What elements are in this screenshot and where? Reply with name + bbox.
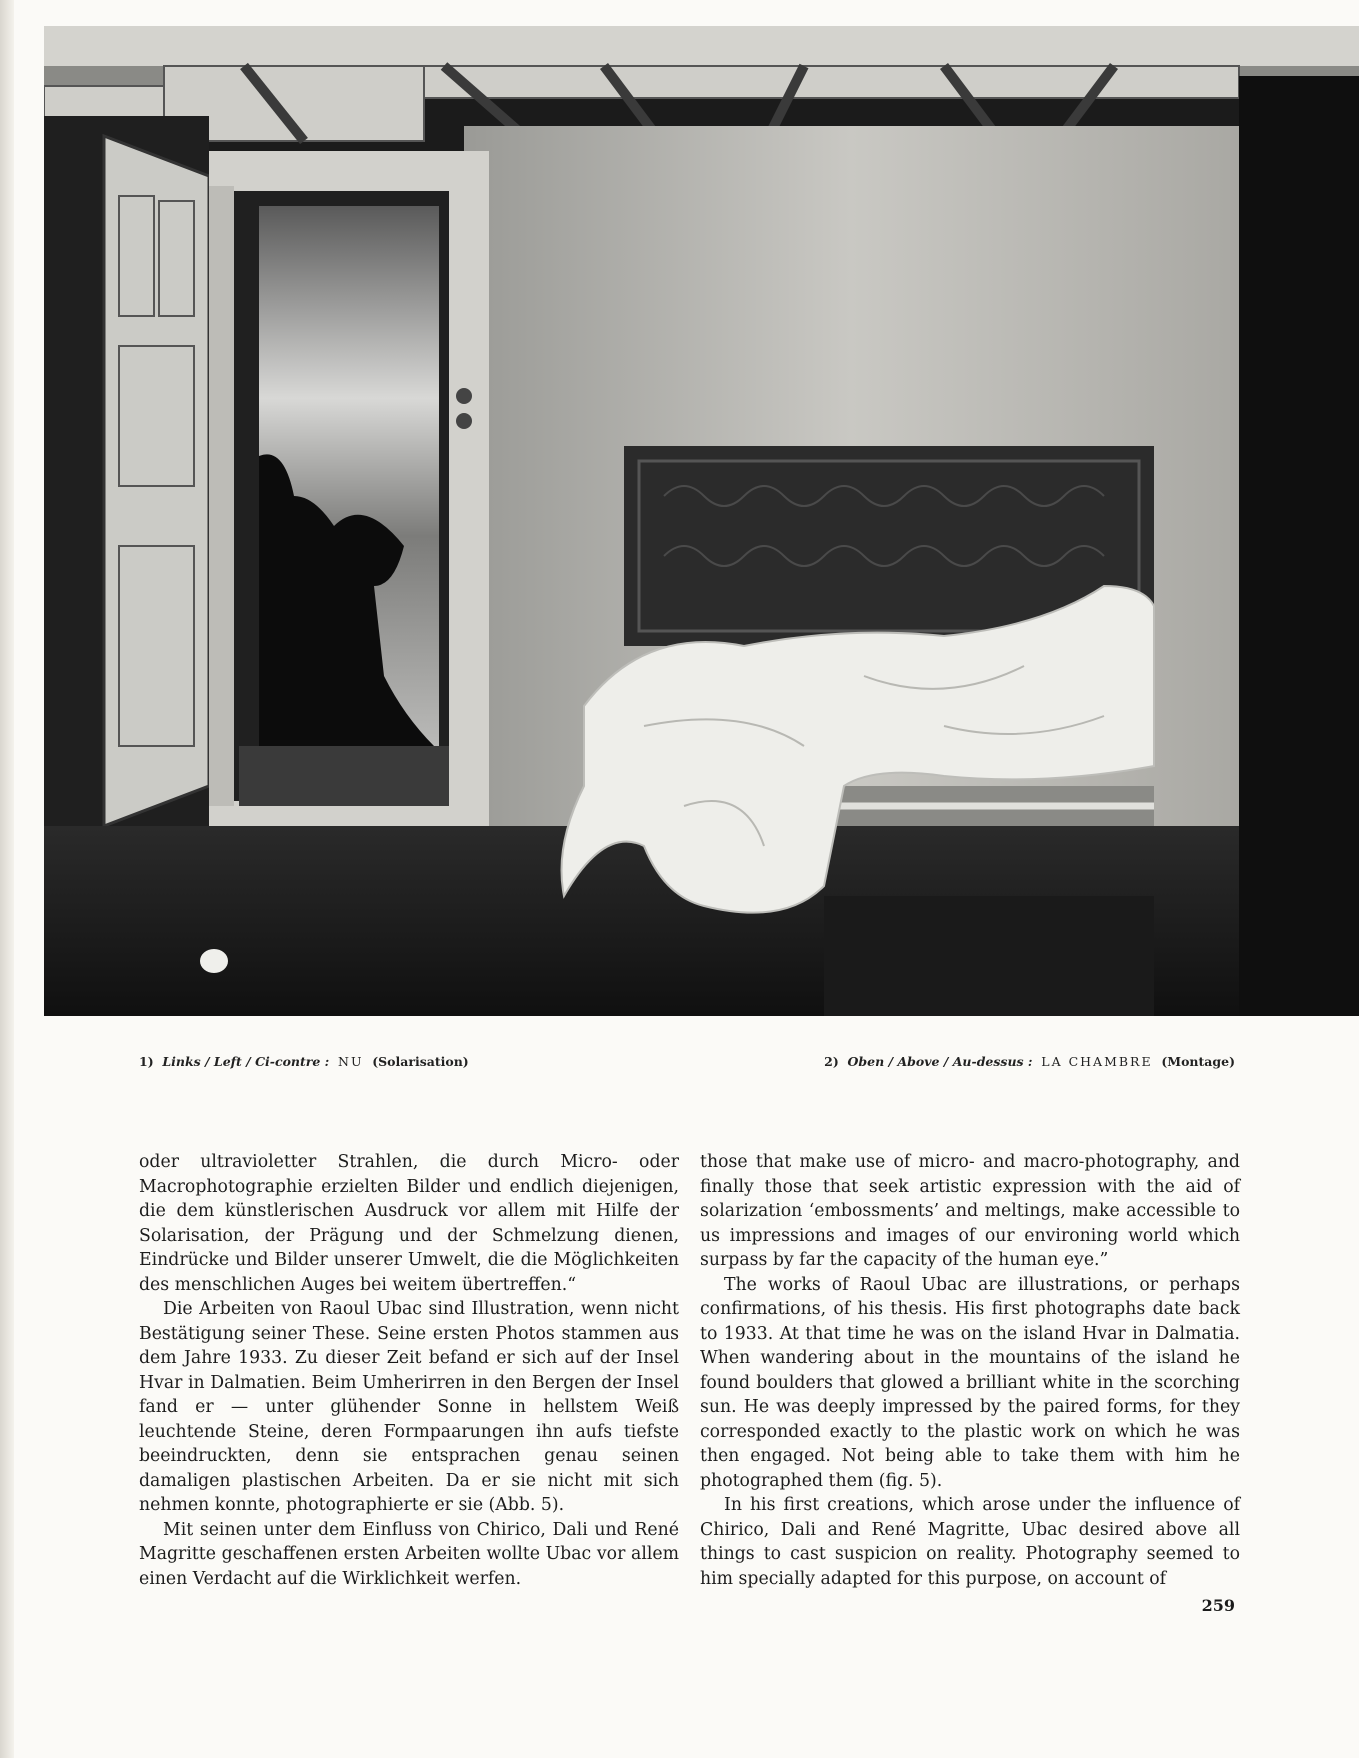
caption-2-label: Oben / Above / Au-dessus : (847, 1054, 1033, 1069)
german-paragraph: Mit seinen unter dem Einfluss von Chirico, Dali und René Magritte geschaffenen ersten Arbeiten wollte Ubac vor allem einen Verdacht auf die Wirklichkeit werfen. (139, 1519, 679, 1589)
caption-figure-1 (139, 1054, 469, 1069)
photograph-la-chambre (44, 26, 1359, 1016)
page-edge (0, 0, 14, 1758)
english-text-column (700, 1150, 1240, 1591)
german-paragraph: Die Arbeiten von Raoul Ubac sind Illustration, wenn nicht Bestätigung seiner These. Seine ersten Photos stammen aus dem Jahre 1933. Zu dieser Zeit befand er sich auf der Insel Hvar in Dalmatien. Beim Umherirren in den Bergen der Insel fand er — unter glühender Sonne in hellstem Weiß leuchtende Steine, deren Formpaarungen ihn aufs tiefste beeindruckten, denn sie entsprachen genau seinen damaligen plastischen Arbeiten. Da er sie nicht mit sich nehmen konnte, photographierte er sie (Abb. 5). (139, 1299, 679, 1515)
english-paragraph: those that make use of micro- and macro-photography, and finally those that seek artistic expression with the aid of solarization ‘embossments’ and meltings, make accessible to us impressions and images of our environing world which surpass by far the capacity of the human eye.” (700, 1152, 1240, 1270)
german-paragraph: oder ultravioletter Strahlen, die durch Micro- oder Macrophotographie erzielten Bilder und endlich diejenigen, die dem künstlerischen Ausdruck vor allem mit Hilfe der Solarisation, der Prägung und der Schmelzung dienen, Eindrücke und Bilder unserer Umwelt, die die Möglichkeiten des menschlichen Auges bei weitem übertreffen.“ (139, 1152, 679, 1295)
caption-2-number: 2) (824, 1054, 839, 1069)
caption-2-title: LA CHAMBRE (1041, 1054, 1153, 1069)
german-text-column (139, 1150, 679, 1591)
english-paragraph: The works of Raoul Ubac are illustrations, or perhaps confirmations, of his thesis. His first photographs date back to 1933. At that time he was on the island Hvar in Dalmatia. When wandering about in the mountains of the island he found boulders that glowed a brilliant white in the scorching sun. He was deeply impressed by the paired forms, for they corresponded exactly to the plastic work on which he was then engaged. Not being able to take them with him he photographed them (fig. 5). (700, 1274, 1240, 1491)
caption-1-label: Links / Left / Ci-contre : (162, 1054, 330, 1069)
caption-1-technique: (Solarisation) (372, 1054, 469, 1069)
page-number: 259 (1201, 1596, 1235, 1615)
caption-2-technique: (Montage) (1161, 1054, 1235, 1069)
english-paragraph: In his first creations, which arose under the influence of Chirico, Dali and René Magritte, Ubac desired above all things to cast suspicion on reality. Photography seemed to him specially adapted for this purpose, on account of (700, 1495, 1240, 1589)
caption-1-title: NU (338, 1054, 364, 1069)
caption-1-number: 1) (139, 1054, 154, 1069)
caption-figure-2 (824, 1054, 1235, 1069)
